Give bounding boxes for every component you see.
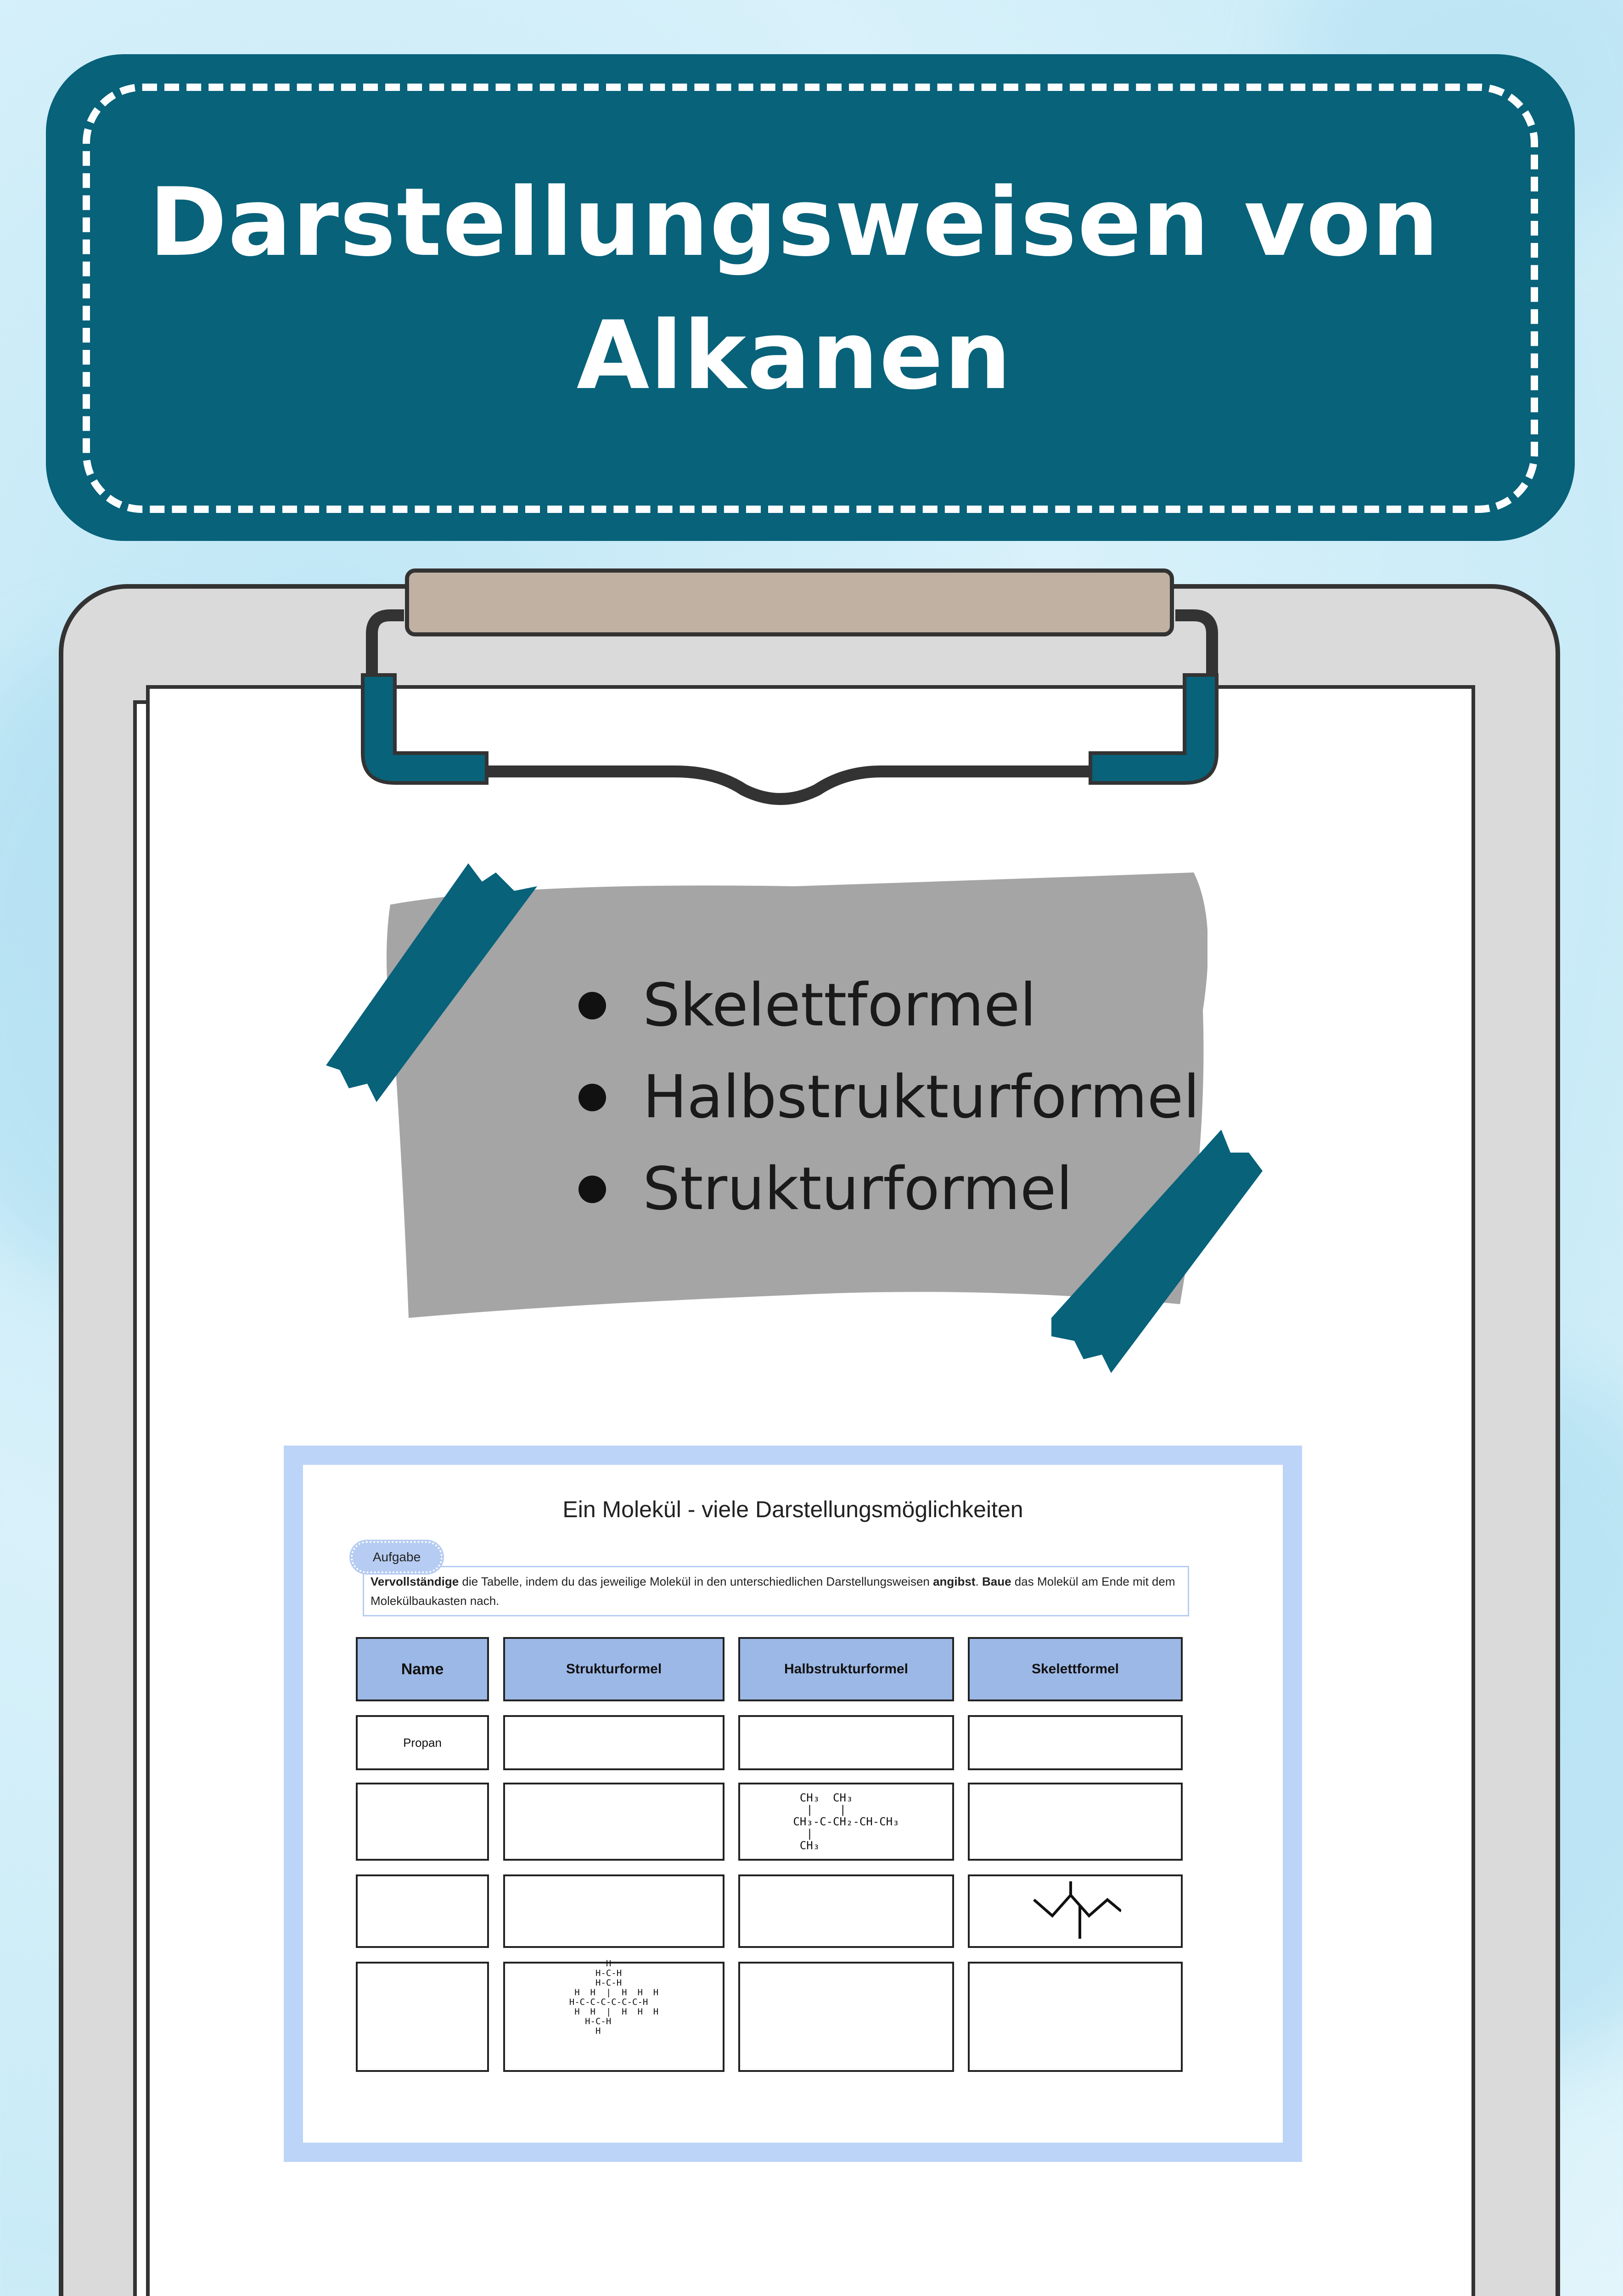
bullet-icon: [578, 1084, 606, 1111]
table-header-halbstrukturformel: Halbstrukturformel: [738, 1637, 954, 1701]
table-cell: [356, 1962, 489, 2072]
table-cell-halbstruktur: [738, 1783, 954, 1861]
table-header-strukturformel: Strukturformel: [503, 1637, 724, 1701]
worksheet-preview: [303, 1465, 1283, 2143]
worksheet-instruction: Vervollständige die Tabelle, indem du das jeweilige Molekül in den unterschiedlichen Darstellungsweisen angibst. Baue das Molekül am Ende mit dem Molekülbaukasten nach.: [363, 1566, 1189, 1616]
tape-top-left: [321, 854, 551, 1111]
table-cell: [738, 1715, 954, 1770]
skeletal-formula-drawing: [1029, 1881, 1121, 1941]
table-cell: [968, 1715, 1183, 1770]
worksheet-title: Ein Molekül - viele Darstellungsmöglichkeiten: [562, 1497, 1023, 1522]
table-cell: [356, 1783, 489, 1861]
clip-wire: [0, 0, 1623, 918]
table-cell-skelett: [968, 1874, 1183, 1948]
bullet-icon: [578, 992, 606, 1019]
task-tag: Aufgabe: [351, 1541, 443, 1573]
table-cell: [356, 1874, 489, 1948]
table-cell-name: Propan: [356, 1715, 489, 1770]
table-cell: [503, 1715, 724, 1770]
list-item: Skelettformel: [578, 960, 1200, 1052]
table-cell: [503, 1783, 724, 1861]
struktur-formula: H H-C-H H-C-H H H | H H H H-C-C-C-C-C-C-H H H | H H H H-C-H H: [569, 1958, 659, 2036]
halbstruktur-formula: CH₃ CH₃ | | CH₃-C-CH₂-CH-CH₃ | CH₃: [793, 1791, 899, 1852]
table-cell: [968, 1783, 1183, 1861]
page-title-line1: Darstellungsweisen von: [149, 168, 1440, 277]
representation-list: [578, 960, 1200, 1235]
table-cell: [738, 1874, 954, 1948]
clip-bar: [405, 568, 1174, 636]
table-cell: [503, 1874, 724, 1948]
table-header-name: Name: [356, 1637, 489, 1701]
table-cell: [738, 1962, 954, 2072]
table-header-skelettformel: Skelettformel: [968, 1637, 1183, 1701]
list-item: Strukturformel: [578, 1143, 1200, 1235]
page-title-line2: Alkanen: [576, 301, 1012, 411]
bullet-icon: [578, 1176, 606, 1203]
list-item: Halbstrukturformel: [578, 1052, 1200, 1143]
table-cell-struktur: [503, 1958, 724, 2072]
table-cell: [968, 1962, 1183, 2072]
